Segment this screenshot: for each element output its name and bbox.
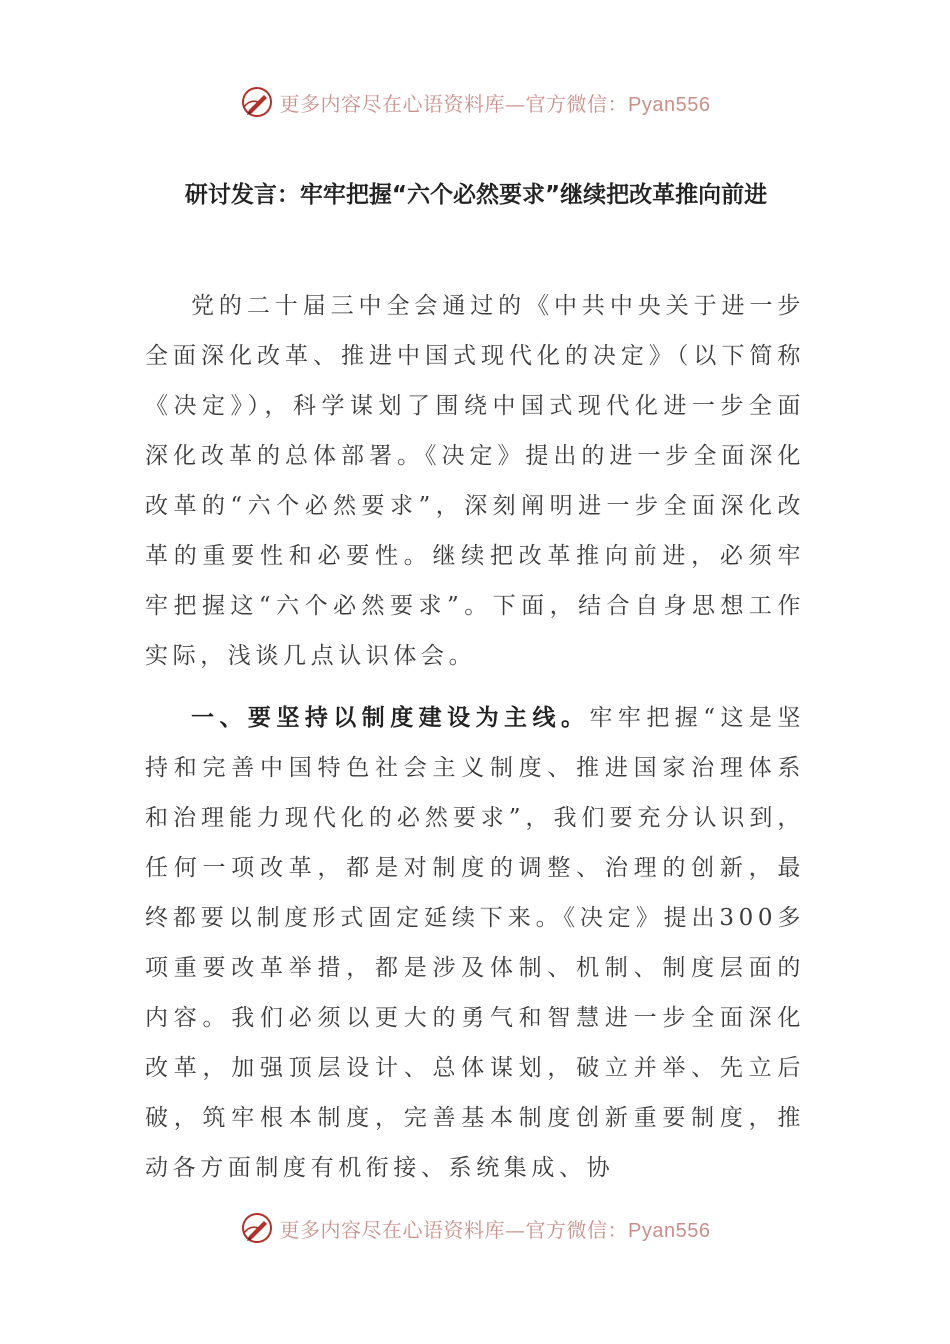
section-1-paragraph: [145, 693, 805, 1193]
footer-watermark: [0, 1206, 950, 1250]
pen-logo-icon: [240, 1211, 274, 1245]
pen-logo-icon: [240, 85, 274, 119]
header-watermark: [0, 80, 950, 124]
header-wechat-id: Pyan556: [628, 93, 711, 116]
header-text: 更多内容尽在心语资料库—官方微信：: [279, 91, 629, 116]
intro-paragraph: 党的二十届三中全会通过的《中共中央关于进一步全面深化改革、推进中国式现代化的决定》（以下简称《决定》），科学谋划了围绕中国式现代化进一步全面深化改革的总体部署。《决定》提出的进一步全面深化改革的“六个必然要求”，深刻阐明进一步全面深化改革的重要性和必要性。继续把改革推向前进，必须牢牢把握这“六个必然要求”。下面，结合自身思想工作实际，浅谈几点认识体会。: [145, 293, 805, 669]
document-title: 研讨发言：牢牢把握“六个必然要求”继续把改革推向前进: [184, 182, 768, 208]
section-1-text: 牢牢把握“这是坚持和完善中国特色社会主义制度、推进国家治理体系和治理能力现代化的必然要求”，我们要充分认识到，任何一项改革，都是对制度的调整、治理的创新，最终都要以制度形式固定延续下来。《决定》提出300多项重要改革举措，都是涉及体制、机制、制度层面的内容。我们必须以更大的勇气和智慧进一步全面深化改革，加强顶层设计、总体谋划，破立并举、先立后破，筑牢根本制度，完善基本制度创新重要制度，推动各方面制度有机衔接、系统集成、协: [145, 705, 805, 1181]
document-body: [145, 281, 805, 1193]
section-1-heading: 一、要坚持以制度建设为主线。: [191, 705, 590, 731]
footer-wechat-id: Pyan556: [628, 1219, 711, 1242]
footer-text: 更多内容尽在心语资料库—官方微信：: [279, 1217, 629, 1242]
